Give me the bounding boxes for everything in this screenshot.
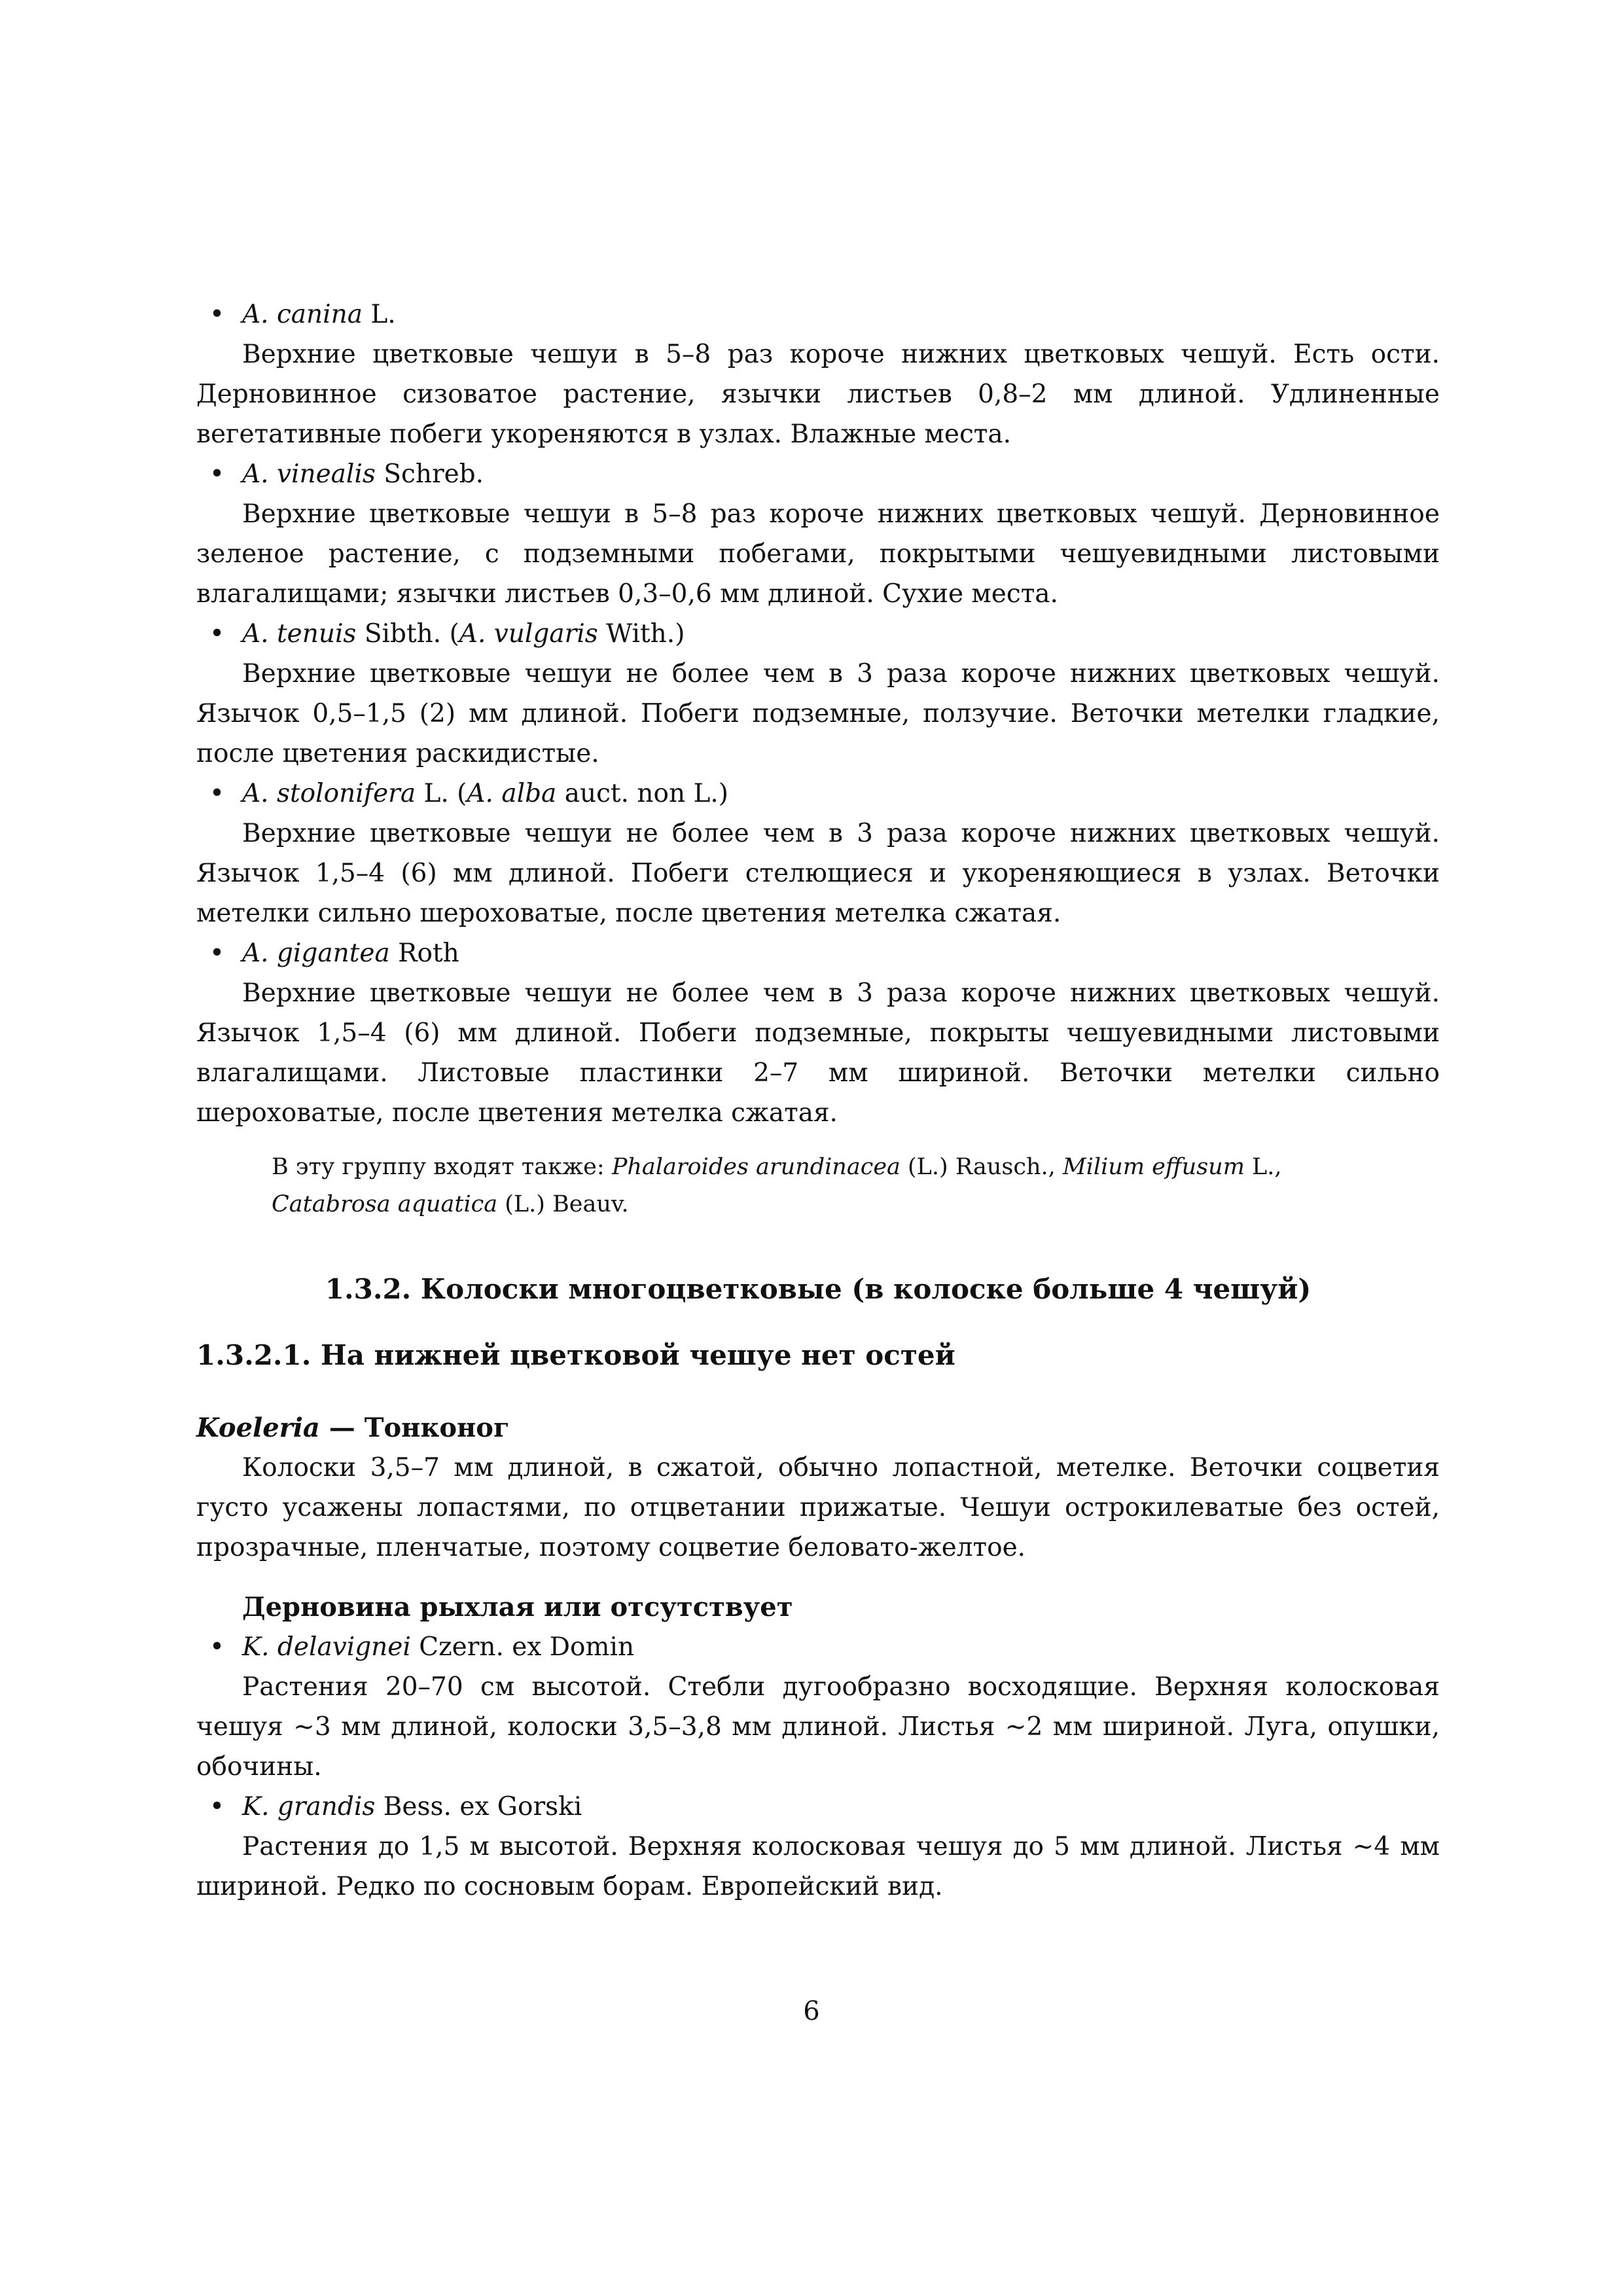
synonym-open: ( bbox=[449, 619, 459, 649]
bullet-icon: • bbox=[209, 1632, 225, 1662]
bullet-icon: • bbox=[209, 779, 225, 808]
genus-russian: Тонконог bbox=[364, 1412, 510, 1443]
species-heading bbox=[196, 933, 1440, 973]
species-heading bbox=[196, 1627, 1440, 1667]
note-lead: В эту группу входят также: bbox=[272, 1154, 612, 1180]
bullet-icon: • bbox=[209, 459, 225, 489]
species-heading bbox=[196, 614, 1440, 654]
note-species-2: Milium effusum bbox=[1062, 1154, 1245, 1180]
group-note bbox=[196, 1149, 1440, 1223]
species-name: K. delavignei bbox=[242, 1632, 411, 1662]
genus-latin: Koeleria bbox=[196, 1412, 320, 1443]
species-heading bbox=[196, 295, 1440, 334]
subsection-title: 1.3.2.1. На нижней цветковой чешуе нет остей bbox=[196, 1339, 955, 1371]
species-entry bbox=[196, 454, 1440, 614]
species-description: Растения 20–70 см высотой. Стебли дугообразно восходящие. Верхняя колосковая чешуя ∼3 мм длиной, колоски 3,5–3,8 мм длиной. Листья ∼2 мм шириной. Луга, опушки, обочины. bbox=[196, 1672, 1440, 1782]
note-author-2: L., bbox=[1244, 1154, 1282, 1180]
species-name: A. vinealis bbox=[242, 459, 376, 489]
species-description: Растения до 1,5 м высотой. Верхняя колосковая чешуя до 5 мм длиной. Листья ∼4 мм шириной. Редко по сосновым борам. Европейский вид. bbox=[196, 1832, 1440, 1901]
bullet-icon: • bbox=[209, 619, 225, 649]
species-author: Czern. ex Domin bbox=[410, 1632, 635, 1662]
species-description: Верхние цветковые чешуи не более чем в 3 раза короче нижних цветковых чешуй. Язычок 1,5–4 (6) мм длиной. Побеги подземные, покрыты чешуевидными листовыми влагалищами. Листовые пластинки 2–7 мм шириной. Веточки метелки сильно шероховатые, после цветения метелка сжатая. bbox=[196, 978, 1440, 1128]
synonym-name: A. alba bbox=[467, 779, 557, 808]
note-author-3: (L.) Beauv. bbox=[497, 1191, 629, 1217]
note-species-1: Phalaroides arundinacea bbox=[611, 1154, 901, 1180]
species-entry bbox=[196, 933, 1440, 1133]
species-name: A. gigantea bbox=[242, 939, 390, 968]
species-heading bbox=[196, 454, 1440, 494]
species-heading bbox=[196, 1787, 1440, 1827]
species-description: Верхние цветковые чешуи в 5–8 раз короче нижних цветковых чешуй. Дерновинное зеленое растение, с подземными побегами, покрытыми чешуевидными листовыми влагалищами; язычки листьев 0,3–0,6 мм длиной. Сухие места. bbox=[196, 499, 1440, 609]
bullet-icon: • bbox=[209, 939, 225, 968]
species-heading bbox=[196, 774, 1440, 814]
synonym-close: ) bbox=[675, 619, 685, 649]
species-author: L. bbox=[416, 779, 457, 808]
species-entry bbox=[196, 774, 1440, 933]
page-number: 6 bbox=[803, 1996, 820, 2026]
synonym-close: ) bbox=[718, 779, 728, 808]
species-entry bbox=[196, 614, 1440, 774]
section-title: 1.3.2. Колоски многоцветковые (в колоске больше 4 чешуй) bbox=[325, 1273, 1311, 1305]
species-author: Schreb. bbox=[375, 459, 484, 489]
genus-description: Колоски 3,5–7 мм длиной, в сжатой, обычно лопастной, метелке. Веточки соцветия густо усажены лопастями, по отцветании прижатые. Чешуи острокилеватые без остей, прозрачные, пленчатые, поэтому соцветие беловато-желтое. bbox=[196, 1453, 1440, 1562]
page-body bbox=[196, 295, 1440, 1907]
genus-heading bbox=[196, 1408, 1440, 1448]
species-author: Bess. ex Gorski bbox=[375, 1792, 582, 1821]
species-name: K. grandis bbox=[242, 1792, 376, 1821]
species-author: Sibth. bbox=[356, 619, 450, 649]
species-entry bbox=[196, 1627, 1440, 1787]
species-description: Верхние цветковые чешуи не более чем в 3 раза короче нижних цветковых чешуй. Язычок 1,5–4 (6) мм длиной. Побеги стелющиеся и укореняющиеся в узлах. Веточки метелки сильно шероховатые, после цветения метелка сжатая. bbox=[196, 819, 1440, 928]
synonym-author: With. bbox=[597, 619, 675, 649]
genus-dash: — bbox=[319, 1412, 365, 1443]
group-heading: Дерновина рыхлая или отсутствует bbox=[242, 1592, 793, 1623]
species-description: Верхние цветковые чешуи в 5–8 раз короче нижних цветковых чешуй. Есть ости. Дерновинное сизоватое растение, язычки листьев 0,8–2 мм длиной. Удлиненные вегетативные побеги укореняются в узлах. Влажные места. bbox=[196, 340, 1440, 449]
species-entry bbox=[196, 295, 1440, 454]
bullet-icon: • bbox=[209, 1792, 225, 1821]
synonym-open: ( bbox=[457, 779, 467, 808]
note-author-1: (L.) Rausch., bbox=[900, 1154, 1063, 1180]
species-author: Roth bbox=[389, 939, 459, 968]
species-name: A. canina bbox=[242, 300, 363, 329]
species-author: L. bbox=[363, 300, 396, 329]
species-description: Верхние цветковые чешуи не более чем в 3 раза короче нижних цветковых чешуй. Язычок 0,5–1,5 (2) мм длиной. Побеги подземные, ползучие. Веточки метелки гладкие, после цветения раскидистые. bbox=[196, 659, 1440, 768]
note-species-3: Catabrosa aquatica bbox=[272, 1191, 498, 1217]
species-name: A. stolonifera bbox=[242, 779, 416, 808]
synonym-name: A. vulgaris bbox=[459, 619, 598, 649]
synonym-author: auct. non L. bbox=[556, 779, 719, 808]
species-entry bbox=[196, 1787, 1440, 1907]
species-name: A. tenuis bbox=[242, 619, 357, 649]
bullet-icon: • bbox=[209, 300, 225, 329]
